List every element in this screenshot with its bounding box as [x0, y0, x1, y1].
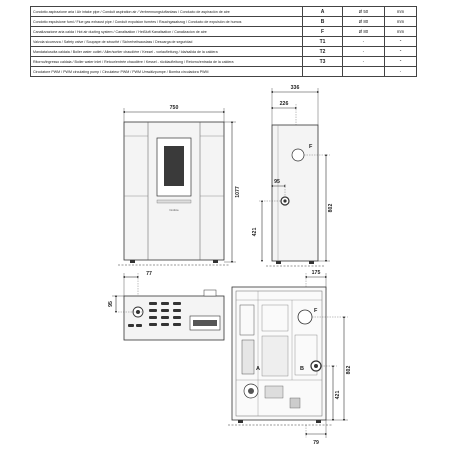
dim-rear-bottom-offset: 79 [313, 440, 319, 446]
top-hatch [204, 290, 216, 296]
legend-desc: Canalizzazione aria calda / Hot air ducting system / Canalisation / Heißluft Kanalisation / Canalizacion de aire [31, 27, 303, 37]
rear-label-f: F [314, 308, 318, 314]
dim-rear-height-a: 802 [346, 365, 352, 375]
legend-unit: " [385, 47, 417, 57]
legend-diameter: - [343, 57, 385, 67]
legend-desc: Ritorno/ingresso caldaia / Boiler water inlet / Retour/entrée chaudière / Kessel - rücklaufleitung / Retorno/entrada de la caldera [31, 57, 303, 67]
legend-code: T3 [303, 57, 343, 67]
rear-label-a: A [256, 366, 260, 372]
dim-side-height-a: 802 [328, 203, 334, 213]
side-pipe-f [292, 149, 304, 161]
rear-view [228, 270, 352, 446]
brand-label: Nordica [169, 209, 179, 212]
legend-diameter: Ø 50 [343, 7, 385, 17]
legend-diameter: Ø 80 [343, 27, 385, 37]
legend-code: B [303, 17, 343, 27]
front-view [118, 105, 241, 265]
legend-desc: Condotto espulsione fumi / Flue gas exhaust pipe / Conduit expulsion fumées / Rauchgasabzug / Conducto de expulsión de humos [31, 17, 303, 27]
dim-top-offset-y: 95 [108, 301, 114, 307]
legend-desc: Valvola sicurezza / Safety valve / Soupape de sécurité / Sicherheitsauslass / Descarga de seguridad [31, 37, 303, 47]
legend-unit: - [385, 67, 417, 77]
legend-diameter: Ø 80 [343, 17, 385, 27]
dim-rear-height-b: 421 [335, 390, 341, 400]
legend-code: A [303, 7, 343, 17]
side-label-f: F [309, 144, 313, 150]
rear-label-b: B [300, 366, 304, 372]
dim-side-offset: 226 [279, 101, 289, 107]
top-view [108, 271, 224, 340]
legend-code: T1 [303, 37, 343, 47]
legend-unit: " [385, 37, 417, 47]
legend-desc: Mandata/uscita caldaia / Boiler water outlet / Aller/sortier chaudière / Kessel - vorlaufleitung / Ida/salida de la caldera [31, 47, 303, 57]
fire-glass [164, 146, 184, 186]
legend-unit: mm [385, 7, 417, 17]
dim-pipe-offset: 95 [274, 179, 280, 185]
legend-code: T2 [303, 47, 343, 57]
dim-front-width: 750 [169, 105, 179, 111]
legend-unit: mm [385, 17, 417, 27]
legend-diameter: - [343, 37, 385, 47]
legend-desc: Condotto aspirazione aria / Air intake pipe / Conduit aspiration air / Verbrennungsluftanlass / Conducto de aspiración de aire [31, 7, 303, 17]
legend-diameter: - [343, 47, 385, 57]
dim-side-height-b: 421 [252, 227, 258, 237]
side-view [252, 85, 334, 266]
dim-top-offset-x: 77 [146, 271, 152, 277]
dim-rear-offset: 175 [311, 270, 321, 276]
legend-desc: Circolatore PWM / PWM circulating pump / Circulateur PWM / PWM Umwälzpumpe / Bomba circuladora PWM [31, 67, 303, 77]
rear-pipe-f [298, 310, 312, 324]
dim-total-height: 1077 [235, 186, 241, 198]
legend-unit: " [385, 57, 417, 67]
legend-unit: mm [385, 27, 417, 37]
legend-code: F [303, 27, 343, 37]
dim-side-depth: 336 [290, 85, 300, 91]
